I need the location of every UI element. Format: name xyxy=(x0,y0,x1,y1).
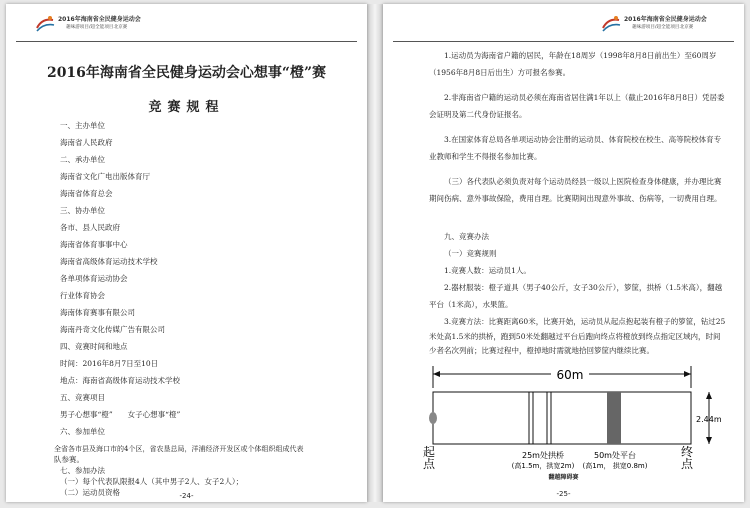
text-line: 四、竞赛时间和地点 xyxy=(60,342,128,351)
header-subtitle: 趣味游项目/超全能项目北京赛 xyxy=(632,25,694,30)
text-line: 海南省文化广电出版体育厅 xyxy=(60,172,150,181)
diagram-caption: 翻越障碍赛 xyxy=(548,474,579,481)
text-line: 时间：2016年8月7日至10日 xyxy=(60,359,159,368)
platform-obstacle xyxy=(607,392,621,444)
text-line: 六、参加单位 xyxy=(60,427,105,436)
bridge-label: 25m处拱桥 xyxy=(522,451,564,460)
text-line: 七、参加办法 xyxy=(60,466,105,475)
text-line: 二、承办单位 xyxy=(60,155,105,164)
text-line: 五、竞赛项目 xyxy=(60,393,105,402)
bridge-detail: (高1.5m，拱宽2m) xyxy=(511,462,575,470)
paragraph: 2.器材服装：橙子道具（男子40公斤，女子30公斤），箩筐，拱桥（1.5米高），翻越平台（1米高），水果篮。 xyxy=(429,283,723,309)
paragraph: （三）各代表队必须负责对每个运动员经县一级以上医院检查身体健康，并办理比赛期间伤病、意外事故保险，费用自理。比赛期间出现意外事故、伤病等，一切费用自理。 xyxy=(429,177,722,203)
header-title: 2016年海南省全民健身运动会 xyxy=(624,16,707,23)
page-number: -24- xyxy=(179,492,194,500)
distance-label: 60m xyxy=(556,368,584,382)
text-line: 海南体育赛事有限公司 xyxy=(60,308,135,317)
document-title: 2016年海南省全民健身运动会心想事“橙”赛 xyxy=(46,65,327,81)
text-line: 海南省高级体育运动技术学校 xyxy=(60,257,158,266)
course-diagram xyxy=(419,362,722,471)
page-header xyxy=(600,12,730,38)
text-line: 队参赛。 xyxy=(54,455,84,464)
page-header xyxy=(34,12,164,38)
text-line: 海南省人民政府 xyxy=(60,138,113,147)
paragraph: 1.运动员为海南省户籍的居民，年龄在18周岁（1998年8月8日前出生）至60周岁（1956年8月8日后出生）方可报名参赛。 xyxy=(429,51,717,77)
paragraph: 1.竞赛人数：运动员1人。 xyxy=(444,266,531,275)
bridge-obstacle xyxy=(529,392,551,444)
text-line: 地点：海南省高级体育运动技术学校 xyxy=(60,376,180,385)
finish-line-label: 终 xyxy=(681,445,694,459)
games-logo-icon xyxy=(34,14,56,34)
arrow-head-left xyxy=(433,371,440,377)
start-line-label: 点 xyxy=(423,457,436,471)
text-line: 各市、县人民政府 xyxy=(60,223,120,232)
width-label: 2.44m xyxy=(696,415,722,424)
finish-line-label: 点 xyxy=(681,457,694,471)
page-number: -25- xyxy=(556,490,571,498)
header-divider xyxy=(16,41,357,42)
text-line: 男子心想事“橙” 女子心想事“橙” xyxy=(60,410,181,419)
course-lane xyxy=(433,392,691,444)
section-heading: （一）竞赛规则 xyxy=(444,249,497,258)
document-subtitle: 竞赛规程 xyxy=(148,100,225,115)
section-heading: 九、竞赛办法 xyxy=(444,232,489,241)
text-line: 三、协办单位 xyxy=(60,206,105,215)
platform-label: 50m处平台 xyxy=(594,451,636,460)
paragraph: 3.在国家体育总局各单项运动协会注册的运动员、体育院校在校生、高等院校体育专业教师和学生不得报名参加比赛。 xyxy=(429,135,722,161)
text-line: 海南省体育事事中心 xyxy=(60,240,128,249)
header-title: 2016年海南省全民健身运动会 xyxy=(58,16,141,23)
right-page xyxy=(383,4,744,502)
paragraph: 3.竞赛方法：比赛距离60米，比赛开始，运动员从起点抱起装有橙子的箩筐，钻过25米处高1.5米的拱桥，跑到50米处翻越过平台后跑向终点将橙放到终点指定区域内，时间少者名次列前；比赛过程中，橙掉地时需就地拾回箩筐内继续比赛。 xyxy=(429,317,726,355)
paragraph: 2.非海南省户籍的运动员必须在海南省居住满1年以上（截止2016年8月8日）凭居委会证明及第二代身份证报名。 xyxy=(429,93,725,119)
header-subtitle: 趣味游项目/超全能项目北京赛 xyxy=(66,25,128,30)
text-line: （一）每个代表队限报4人（其中男子2人、女子2人）； xyxy=(60,477,244,486)
start-marker xyxy=(429,412,437,424)
book-spine xyxy=(367,4,383,502)
arrow-head-top xyxy=(706,392,712,399)
text-line: 海南丹奇文化传媒广告有限公司 xyxy=(60,325,165,334)
text-line: 行业体育协会 xyxy=(60,291,105,300)
arrow-head-right xyxy=(684,371,691,377)
arrow-head-bottom xyxy=(706,437,712,444)
platform-detail: (高1m， 拱宽0.8m) xyxy=(582,462,648,470)
text-line: 海南省体育总会 xyxy=(60,189,113,198)
header-divider xyxy=(393,41,734,42)
left-page xyxy=(6,4,367,502)
start-line-label: 起 xyxy=(423,445,436,459)
text-line: （二）运动员资格 xyxy=(60,488,120,497)
text-line: 一、主办单位 xyxy=(60,121,105,130)
games-logo-icon xyxy=(600,14,622,34)
text-line: 各单项体育运动协会 xyxy=(60,274,128,283)
text-line: 全省各市县及海口市的4个区，省农垦总局，洋浦经济开发区或个体组织组成代表 xyxy=(54,445,304,453)
